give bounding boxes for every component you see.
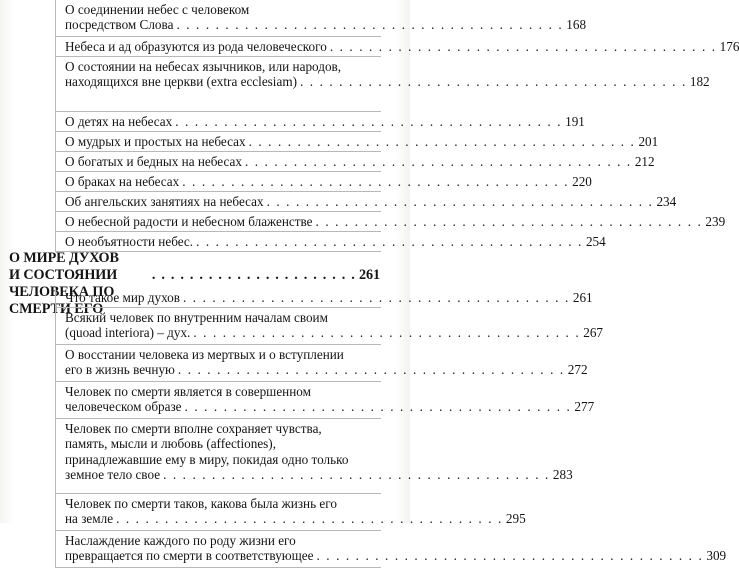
toc-entry [56, 132, 659, 152]
toc-entry-last-line [65, 399, 595, 415]
toc-page-number: 220 [572, 174, 592, 189]
toc-leader-dots: . . . . . . . . . . . . . . . . . . . . . . . . . . . . . . . . . . . . . . . . [196, 234, 583, 249]
toc-entry-title: на земле [65, 511, 114, 527]
toc-entry-title: человеческом образе [65, 399, 182, 415]
toc-entry [56, 37, 739, 57]
toc-entry [56, 345, 588, 382]
toc-page-number: 295 [505, 511, 526, 527]
toc-entry-title: О небесной радости и небесном блаженстве [65, 214, 313, 229]
toc-leader-dots: . . . . . . . . . . . . . . . . . . . . . . . . . . . . . . . . . . . . . . . . [193, 325, 581, 341]
contents-list-upper [55, 0, 739, 252]
toc-entry-text-line: О восстании человека из мертвых и о вступлении [65, 347, 344, 362]
toc-entry [56, 112, 585, 132]
toc-page-number: 176 [719, 39, 739, 54]
toc-entry-last-line [65, 134, 659, 149]
toc-entry-last-line [65, 548, 727, 564]
toc-entry-title: О браках на небесах [65, 174, 180, 189]
toc-entry-last-line [65, 325, 603, 341]
section-heading-text: И СОСТОЯНИИ ЧЕЛОВЕКА ПО СМЕРТИ ЕГО [9, 267, 118, 317]
toc-entry [56, 419, 573, 494]
toc-entry-text-line: Человек по смерти вполне сохраняет чувства, [65, 421, 322, 436]
toc-entry-title: земное тело свое [65, 467, 161, 483]
toc-entry-title: (quoad interiora) – дух. [65, 325, 191, 341]
toc-entry-title: находящихся вне церкви (extra ecclesiam) [65, 74, 297, 90]
toc-entry-title: Об ангельских занятиях на небесах [65, 194, 264, 209]
toc-entry-last-line [65, 214, 726, 229]
toc-entry-last-line [65, 17, 587, 33]
toc-page-number: 201 [638, 134, 659, 149]
section-leader-dots: . . . . . . . . . . . . . . . . . . . . . . [151, 267, 357, 283]
toc-leader-dots: . . . . . . . . . . . . . . . . . . . . . . . . . . . . . . . . . . . . . . . . [266, 194, 654, 209]
toc-leader-dots: . . . . . . . . . . . . . . . . . . . . . . . . . . . . . . . . . . . . . . . . [244, 154, 632, 169]
toc-entry-last-line [65, 234, 606, 249]
toc-entry-title: посредством Слова [65, 17, 174, 33]
toc-entry [56, 308, 603, 345]
toc-leader-dots: . . . . . . . . . . . . . . . . . . . . . . . . . . . . . . . . . . . . . . . . [316, 548, 704, 564]
toc-leader-dots: . . . . . . . . . . . . . . . . . . . . . . . . . . . . . . . . . . . . . . . . [175, 114, 563, 129]
toc-entry [56, 212, 726, 232]
toc-page-number: 309 [706, 548, 727, 564]
toc-entry-last-line [65, 39, 739, 54]
toc-entry [56, 152, 655, 172]
toc-entry-text-line: память, мысли и любовь (affectiones), [65, 436, 276, 452]
toc-entry [56, 531, 727, 568]
toc-entry-title: превращается по смерти в соответствующее [65, 548, 314, 564]
toc-leader-dots: . . . . . . . . . . . . . . . . . . . . . . . . . . . . . . . . . . . . . . . . [248, 134, 636, 149]
toc-entry [56, 232, 606, 252]
toc-entry [56, 192, 677, 212]
toc-leader-dots: . . . . . . . . . . . . . . . . . . . . . . . . . . . . . . . . . . . . . . . . [177, 362, 565, 378]
toc-entry-title: Небеса и ад образуются из рода человеческого [65, 39, 327, 54]
toc-entry [56, 288, 593, 308]
toc-entry [56, 494, 526, 531]
toc-entry-last-line [65, 511, 526, 527]
toc-entry-title: О детях на небесах [65, 114, 173, 129]
section-heading-line1: О МИРЕ ДУХОВ [9, 250, 119, 266]
toc-entry-text-line: О соединении небес с человеком [65, 2, 250, 17]
toc-page-number: 212 [634, 154, 655, 169]
toc-page-number: 168 [566, 17, 587, 33]
toc-page-number: 261 [572, 290, 593, 305]
toc-page-number: 272 [567, 362, 588, 378]
toc-entry-title: его в жизнь вечную [65, 362, 175, 378]
toc-leader-dots: . . . . . . . . . . . . . . . . . . . . . . . . . . . . . . . . . . . . . . . . [299, 74, 687, 90]
toc-entry-last-line [65, 114, 585, 129]
toc-page-number: 234 [656, 194, 677, 209]
toc-leader-dots: . . . . . . . . . . . . . . . . . . . . . . . . . . . . . . . . . . . . . . . . [329, 39, 717, 54]
toc-entry-last-line [65, 194, 677, 209]
toc-entry-last-line [65, 174, 592, 189]
toc-entry-text-line: Человек по смерти является в совершенном [65, 384, 311, 399]
toc-entry-last-line [65, 154, 655, 169]
toc-entry-title: О необъятности небес. [65, 234, 194, 249]
toc-leader-dots: . . . . . . . . . . . . . . . . . . . . . . . . . . . . . . . . . . . . . . . . [163, 467, 550, 483]
toc-entry-title: О мудрых и простых на небесах [65, 134, 246, 149]
toc-entry-last-line [65, 290, 593, 305]
toc-page-number: 277 [574, 399, 595, 415]
toc-entry-text-line: Наслаждение каждого по роду жизни его [65, 533, 296, 548]
toc-leader-dots: . . . . . . . . . . . . . . . . . . . . . . . . . . . . . . . . . . . . . . . . [315, 214, 703, 229]
toc-leader-dots: . . . . . . . . . . . . . . . . . . . . . . . . . . . . . . . . . . . . . . . . [182, 290, 570, 305]
toc-page-number: 182 [689, 74, 710, 90]
toc-entry [56, 57, 710, 112]
section-page-number: 261 [359, 267, 380, 283]
toc-page-number: 254 [585, 234, 606, 249]
toc-entry-title: О богатых и бедных на небесах [65, 154, 242, 169]
toc-leader-dots: . . . . . . . . . . . . . . . . . . . . . . . . . . . . . . . . . . . . . . . . [176, 17, 564, 33]
toc-entry-text-line: принадлежавшие ему в миру, покидая одно только [65, 451, 349, 467]
toc-entry-last-line [65, 467, 573, 483]
toc-page-number: 267 [583, 325, 603, 341]
toc-entry-last-line [65, 362, 588, 378]
toc-page-number: 239 [705, 214, 726, 229]
toc-entry-text-line: Всякий человек по внутренним началам своим [65, 310, 328, 325]
toc-leader-dots: . . . . . . . . . . . . . . . . . . . . . . . . . . . . . . . . . . . . . . . . [182, 174, 570, 189]
toc-entry [56, 382, 595, 419]
toc-page-number: 283 [552, 467, 573, 483]
toc-leader-dots: . . . . . . . . . . . . . . . . . . . . . . . . . . . . . . . . . . . . . . . . [184, 399, 572, 415]
toc-page-number: 191 [565, 114, 585, 129]
toc-entry-title: Что такое мир духов [65, 290, 180, 305]
contents-list-lower [55, 288, 727, 568]
toc-entry [56, 0, 587, 37]
toc-entry-text-line: О состоянии на небесах язычников, или народов, [65, 59, 342, 74]
toc-leader-dots: . . . . . . . . . . . . . . . . . . . . . . . . . . . . . . . . . . . . . . . . [116, 511, 503, 527]
toc-entry-text-line: Человек по смерти таков, какова была жизнь его [65, 496, 337, 511]
toc-entry-last-line [65, 74, 710, 90]
toc-entry [56, 172, 592, 192]
